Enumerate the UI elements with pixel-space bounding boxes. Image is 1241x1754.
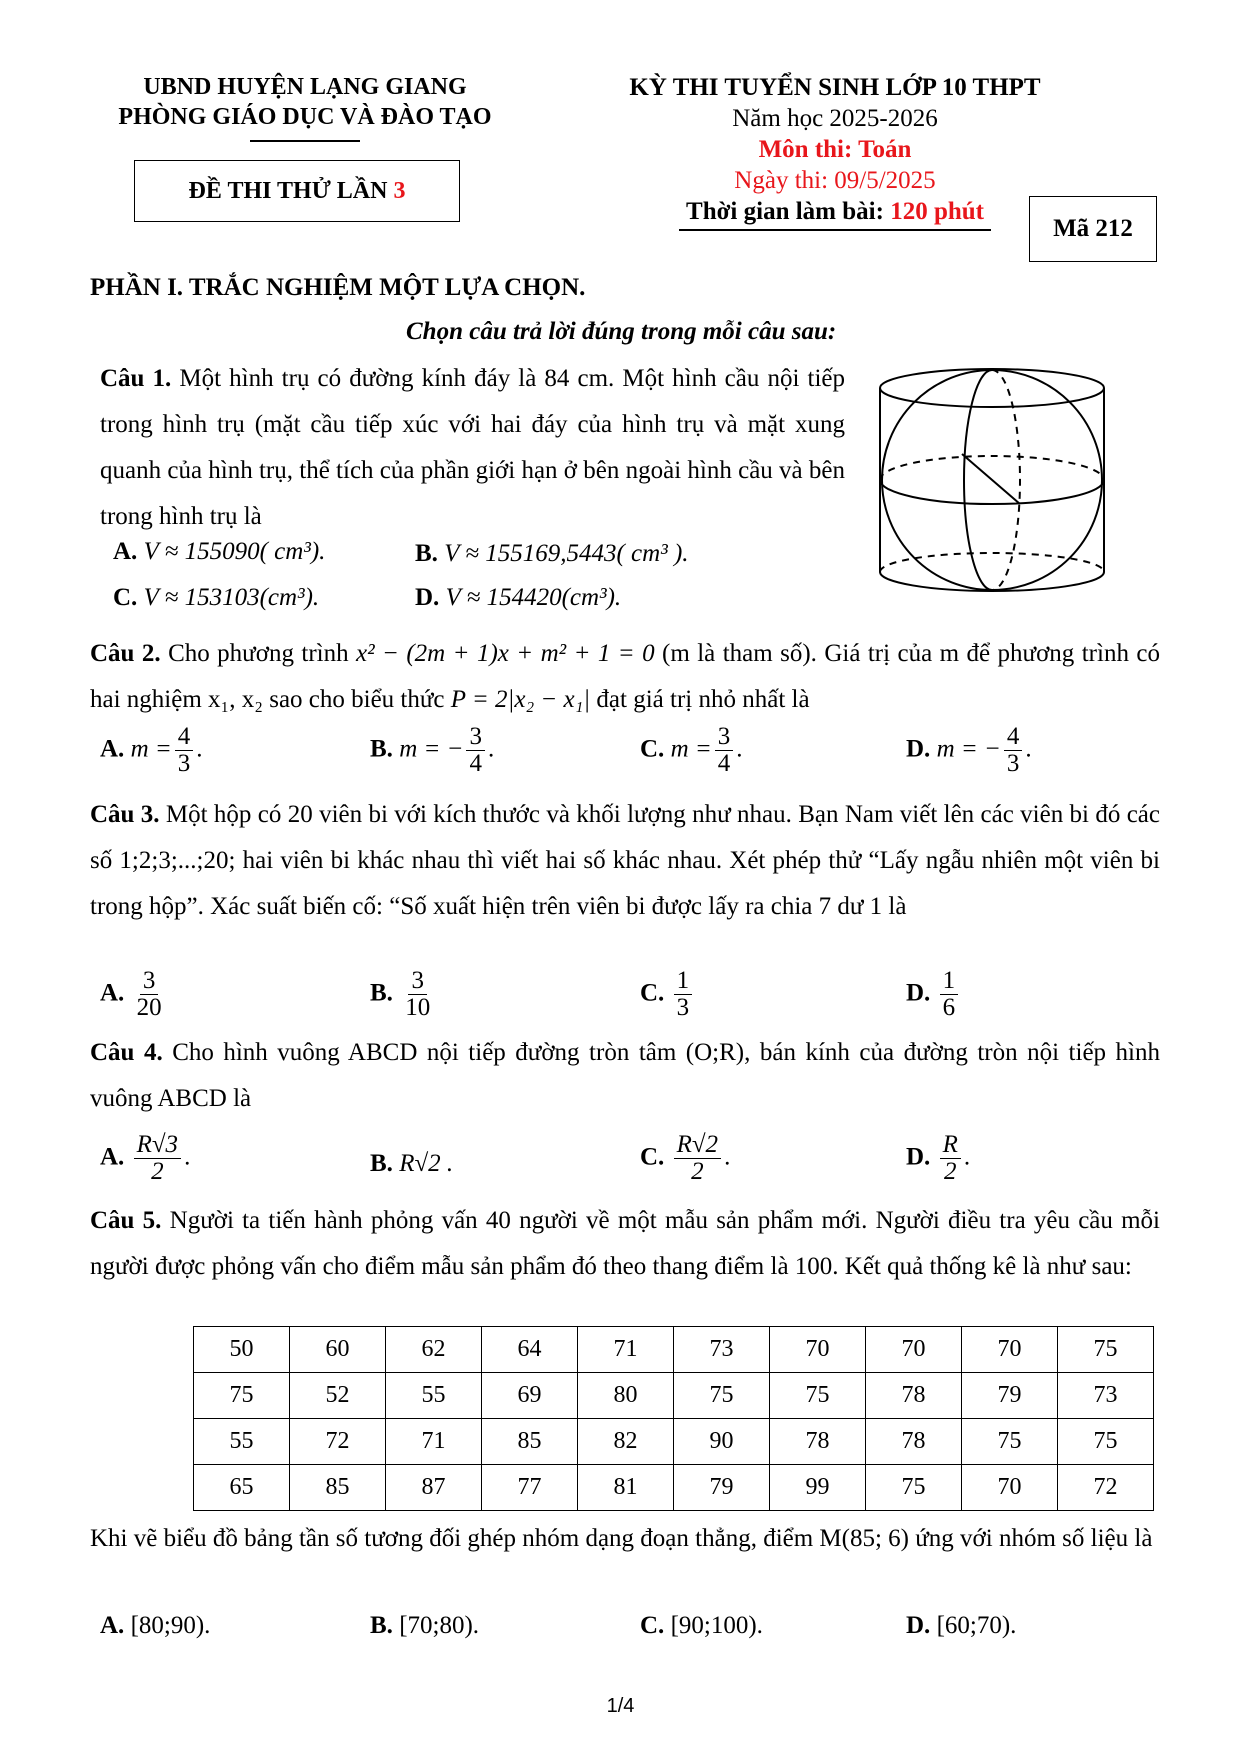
exam-header	[585, 72, 1085, 231]
q1-option-d: D. V ≈ 154420(cm³).	[415, 584, 622, 611]
org-header	[95, 72, 515, 142]
table-cell: 52	[290, 1373, 386, 1419]
table-cell: 72	[290, 1419, 386, 1465]
cylinder-top-ellipse	[880, 369, 1104, 407]
q4-option-a: A. $\frac{R√3}{2}$ .	[100, 1131, 191, 1186]
table-cell: 73	[674, 1327, 770, 1373]
question-4: Câu 4. Cho hình vuông ABCD nội tiếp đường tròn tâm (O;R), bán kính của đường tròn nội tiếp hình vuông ABCD là	[90, 1039, 1160, 1112]
trial-box	[134, 160, 460, 222]
table-cell: 85	[290, 1465, 386, 1511]
sphere-meridian-back	[992, 370, 1020, 590]
q3-option-a: A. $\frac{3}{20}$	[100, 967, 162, 1022]
table-cell: 65	[194, 1465, 290, 1511]
q5-option-b: B. [70;80).	[370, 1612, 480, 1639]
q3-option-d: D. $\frac{1}{6}$	[906, 968, 961, 1022]
school-year: Năm học 2025-2026	[732, 105, 938, 132]
q4-option-c: C. $\frac{R√2}{2}$ .	[640, 1131, 731, 1186]
table-cell: 85	[482, 1419, 578, 1465]
trial-number: 3	[393, 177, 406, 204]
q4-option-b: B. R√2 .	[370, 1150, 454, 1177]
q2-option-d: D. m = − $\frac{4}{3}$ .	[906, 723, 1032, 778]
table-cell: 78	[866, 1373, 962, 1419]
cylinder-bottom-front	[880, 572, 1104, 591]
cylinder-sphere-figure	[872, 366, 1112, 592]
table-cell: 70	[962, 1465, 1058, 1511]
time-limit: Thời gian làm bài: 120 phút	[686, 198, 984, 225]
table-cell: 79	[674, 1465, 770, 1511]
table-row	[194, 1419, 1154, 1465]
exam-code: Mã 212	[1029, 196, 1157, 262]
table-cell: 50	[194, 1327, 290, 1373]
subject: Môn thi: Toán	[758, 136, 912, 163]
q5-option-c: C. [90;100).	[640, 1612, 763, 1639]
table-cell: 71	[386, 1419, 482, 1465]
question-3: Câu 3. Một hộp có 20 viên bi với kích thước và khối lượng như nhau. Bạn Nam viết lên các viên bi đó các số 1;2;3;...;20; hai viên bi khác nhau thì viết hai số khác nhau. Xét phép thử “Lấy ngẫu nhiên một viên bi trong hộp”. Xác suất biến cố: “Số xuất hiện trên viên bi được lấy ra chia 7 dư 1 là	[90, 801, 1160, 920]
table-cell: 64	[482, 1327, 578, 1373]
sphere-meridian-front	[964, 370, 992, 590]
q5-option-d: D. [60;70).	[906, 1612, 1017, 1639]
exam-title: KỲ THI TUYỂN SINH LỚP 10 THPT	[629, 74, 1041, 101]
table-cell: 81	[578, 1465, 674, 1511]
q1-option-a: A. V ≈ 155090( cm³).	[113, 538, 326, 565]
table-cell: 55	[386, 1373, 482, 1419]
table-cell: 75	[1058, 1327, 1154, 1373]
table-row	[194, 1373, 1154, 1419]
table-cell: 75	[770, 1373, 866, 1419]
q4-option-d: D. $\frac{R}{2}$ .	[906, 1131, 971, 1186]
question-1: Câu 1. Một hình trụ có đường kính đáy là 84 cm. Một hình cầu nội tiếp trong hình trụ (mặt cầu tiếp xúc với hai đáy của hình trụ và mặt xung quanh của hình trụ, thể tích của phần giới hạn ở bên ngoài hình cầu và bên trong hình trụ là	[100, 365, 845, 530]
table-cell: 71	[578, 1327, 674, 1373]
table-cell: 78	[770, 1419, 866, 1465]
table-cell: 60	[290, 1327, 386, 1373]
q2-option-c: C. m = $\frac{3}{4}$ .	[640, 723, 743, 778]
table-cell: 55	[194, 1419, 290, 1465]
table-cell: 62	[386, 1327, 482, 1373]
table-cell: 73	[1058, 1373, 1154, 1419]
table-cell: 70	[962, 1327, 1058, 1373]
question-5-continuation: Khi vẽ biểu đồ bảng tần số tương đối ghép nhóm dạng đoạn thẳng, điểm M(85; 6) ứng với nhóm số liệu là	[90, 1525, 1153, 1552]
section-title: PHẦN I. TRẮC NGHIỆM MỘT LỰA CHỌN.	[90, 274, 586, 301]
trial-label: ĐỀ THI THỬ LẦN	[188, 177, 388, 204]
table-cell: 90	[674, 1419, 770, 1465]
q2-option-a: A. m = $\frac{4}{3}$ .	[100, 723, 203, 778]
table-cell: 82	[578, 1419, 674, 1465]
table-cell: 80	[578, 1373, 674, 1419]
table-row	[194, 1327, 1154, 1373]
org-line1: UBND HUYỆN LẠNG GIANG	[143, 74, 467, 100]
q3-option-b: B. $\frac{3}{10}$	[370, 967, 431, 1022]
radius-line	[962, 454, 1020, 504]
section-instruction: Chọn câu trả lời đúng trong mỗi câu sau:	[406, 318, 837, 345]
question-2: Câu 2. Cho phương trình x² − (2m + 1)x + m² + 1 = 0 (m là tham số). Giá trị của m để phương trình có hai nghiệm x₁, x₂ sao cho biểu thức P = 2|x₂ − x₁| đạt giá trị nhỏ nhất là	[90, 640, 1160, 713]
table-row	[194, 1465, 1154, 1511]
exam-date: Ngày thi: 09/5/2025	[734, 167, 936, 194]
table-cell: 70	[770, 1327, 866, 1373]
table-cell: 87	[386, 1465, 482, 1511]
table-cell: 79	[962, 1373, 1058, 1419]
q1-option-c: C. V ≈ 153103(cm³).	[113, 584, 320, 611]
org-line2: PHÒNG GIÁO DỤC VÀ ĐÀO TẠO	[118, 104, 492, 130]
question-5: Câu 5. Người ta tiến hành phỏng vấn 40 người về một mẫu sản phẩm mới. Người điều tra yêu cầu mỗi người được phỏng vấn cho điểm mẫu sản phẩm đó theo thang điểm là 100. Kết quả thống kê là như sau:	[90, 1207, 1160, 1280]
table-cell: 75	[1058, 1419, 1154, 1465]
table-cell: 70	[866, 1327, 962, 1373]
sphere-equator-back	[880, 456, 1104, 480]
table-cell: 77	[482, 1465, 578, 1511]
q5-option-a: A. [80;90).	[100, 1612, 211, 1639]
table-cell: 69	[482, 1373, 578, 1419]
time-rule	[679, 229, 991, 231]
score-table	[193, 1326, 1154, 1511]
table-cell: 72	[1058, 1465, 1154, 1511]
q1-option-b: B. V ≈ 155169,5443( cm³ ).	[415, 540, 689, 567]
q3-option-c: C. $\frac{1}{3}$	[640, 968, 695, 1022]
q2-option-b: B. m = − $\frac{3}{4}$ .	[370, 723, 495, 778]
table-cell: 78	[866, 1419, 962, 1465]
table-cell: 75	[866, 1465, 962, 1511]
table-cell: 75	[962, 1419, 1058, 1465]
table-cell: 99	[770, 1465, 866, 1511]
sphere-equator-front	[880, 480, 1104, 504]
header-rule	[250, 140, 360, 142]
table-cell: 75	[194, 1373, 290, 1419]
page-number: 1/4	[606, 1695, 635, 1717]
table-cell: 75	[674, 1373, 770, 1419]
